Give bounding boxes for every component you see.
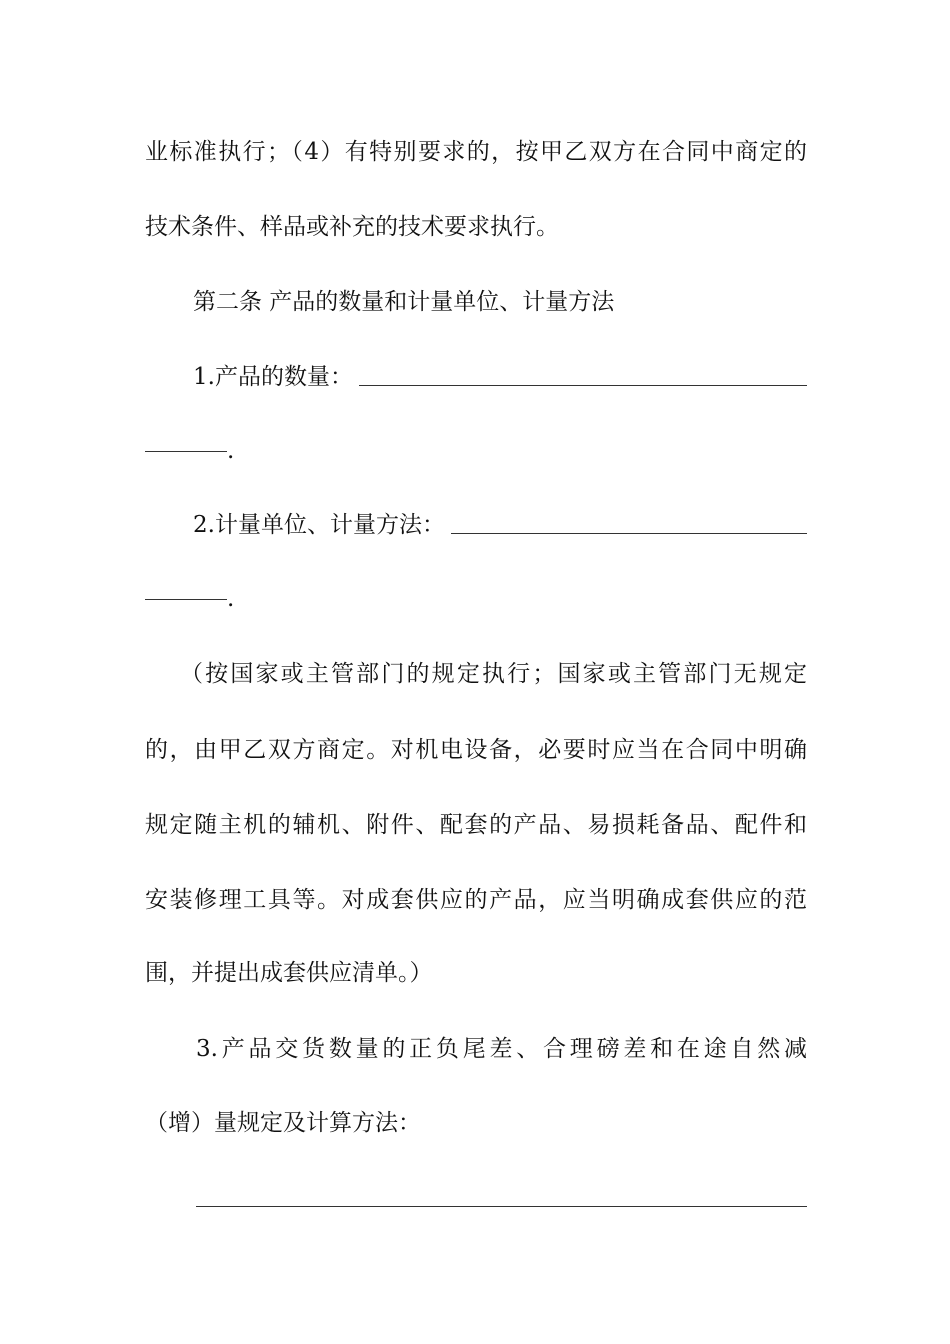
fill-in-blank-line	[196, 1206, 807, 1207]
quantity-blank-tail	[145, 451, 227, 452]
quantity-blank-continuation	[145, 436, 807, 466]
period-mark: .	[227, 438, 235, 464]
text-line: 技术条件、样品或补充的技术要求执行。	[145, 214, 559, 240]
unit-method-label: 2.计量单位、计量方法：	[193, 512, 445, 538]
unit-method-blank-continuation	[145, 584, 807, 614]
text-line: 围，并提出成套供应清单。）	[145, 960, 433, 986]
period-mark: .	[227, 586, 235, 612]
text-line: 安装修理工具等。对成套供应的产品，应当明确成套供应的范	[145, 887, 807, 913]
text-line: 3.产品交货数量的正负尾差、合理磅差和在途自然减	[196, 1036, 807, 1062]
text-line: 的，由甲乙双方商定。对机电设备，必要时应当在合同中明确	[145, 737, 807, 763]
text-line: 业标准执行；（4）有特别要求的，按甲乙双方在合同中商定的	[145, 139, 807, 165]
text-line: （增）量规定及计算方法：	[145, 1110, 421, 1136]
text-line: 规定随主机的辅机、附件、配套的产品、易损耗备品、配件和	[145, 812, 807, 838]
quantity-blank	[359, 385, 807, 386]
quantity-label: 1.产品的数量：	[193, 364, 353, 390]
unit-method-blank-tail	[145, 599, 227, 600]
text-line: （按国家或主管部门的规定执行；国家或主管部门无规定	[180, 661, 807, 687]
unit-method-field-row	[193, 510, 807, 540]
section-heading: 第二条 产品的数量和计量单位、计量方法	[193, 289, 615, 315]
unit-method-blank	[451, 533, 807, 534]
quantity-field-row	[193, 362, 807, 392]
